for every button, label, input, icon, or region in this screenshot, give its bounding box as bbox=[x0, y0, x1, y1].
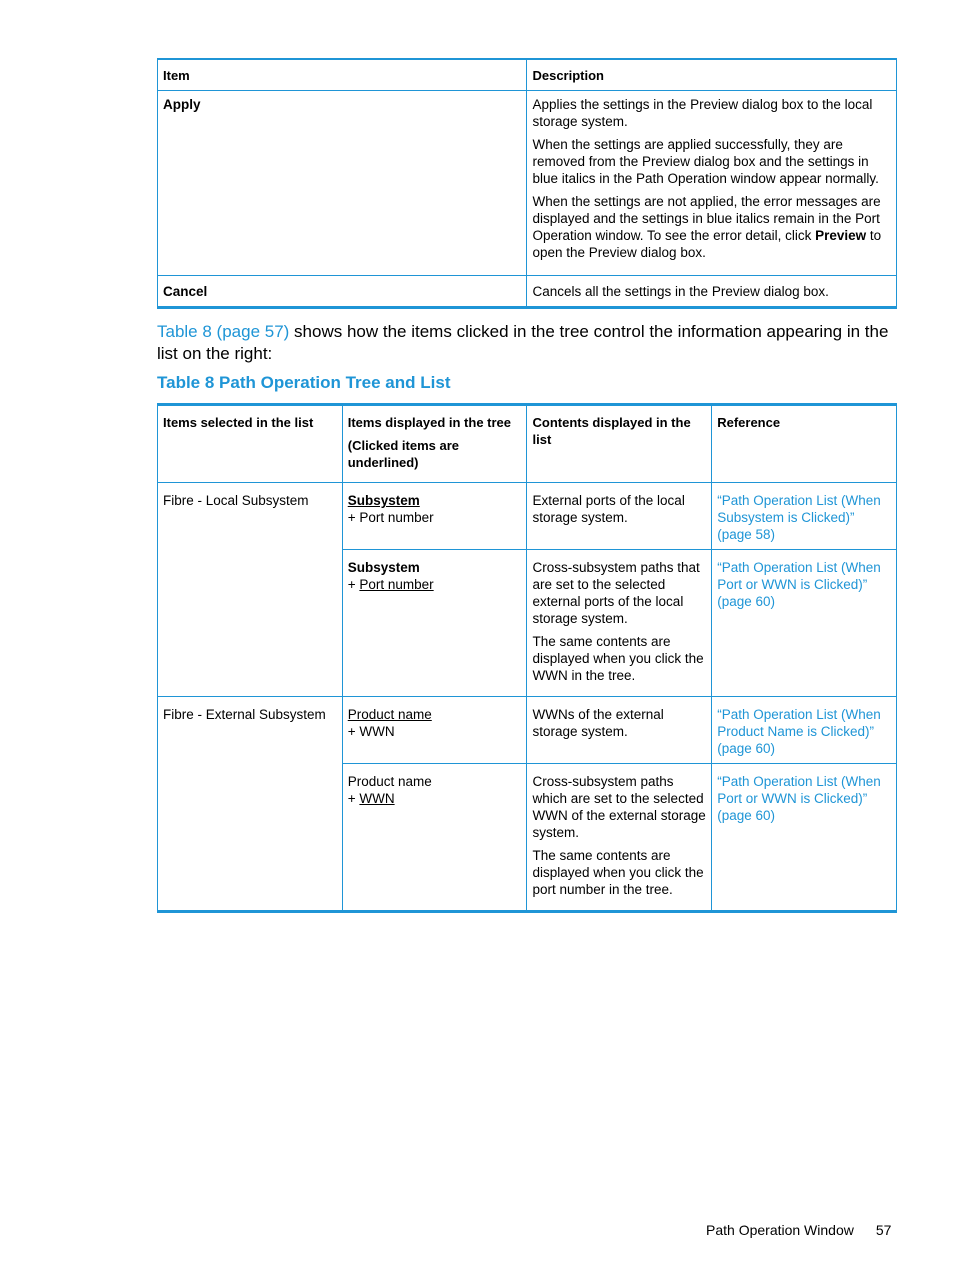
table-row-cancel bbox=[158, 276, 897, 308]
reference-link[interactable]: “Path Operation List (When Port or WWN is Clicked)” (page 60) bbox=[712, 550, 897, 697]
tree-subsystem-clicked: Subsystem bbox=[347, 493, 420, 508]
header-contents: Contents displayed in the list bbox=[527, 405, 712, 483]
tree-cell bbox=[342, 483, 527, 550]
table-header-row bbox=[158, 59, 897, 91]
contents-paragraph-2: The same contents are displayed when you click the port number in the tree. bbox=[532, 848, 704, 897]
tree-prefix: + bbox=[347, 791, 360, 806]
item-cancel: Cancel bbox=[158, 276, 527, 308]
tree-cell bbox=[342, 764, 527, 912]
group-local-subsystem: Fibre - Local Subsystem bbox=[158, 483, 343, 697]
table-caption: Table 8 Path Operation Tree and List bbox=[157, 373, 451, 392]
tree-wwn-clicked: WWN bbox=[359, 791, 395, 806]
tree-product-name: Product name bbox=[347, 774, 432, 789]
table-row bbox=[158, 697, 897, 764]
contents-cell bbox=[527, 764, 712, 912]
apply-paragraph-1: Applies the settings in the Preview dialog box to the local storage system. bbox=[532, 97, 873, 129]
description-apply bbox=[527, 91, 897, 276]
footer-section-title: Path Operation Window bbox=[706, 1222, 854, 1238]
tree-cell bbox=[342, 697, 527, 764]
apply-p3-end: to open the Preview dialog box. bbox=[532, 228, 882, 260]
header-description: Description bbox=[527, 59, 897, 91]
tree-wwn-line bbox=[348, 790, 522, 807]
description-cancel: Cancels all the settings in the Preview dialog box. bbox=[527, 276, 897, 308]
path-operation-table bbox=[157, 403, 897, 913]
tree-prefix: + bbox=[347, 577, 360, 592]
table-row bbox=[158, 483, 897, 550]
reference-link[interactable]: “Path Operation List (When Port or WWN is Clicked)” (page 60) bbox=[712, 764, 897, 912]
page-footer bbox=[706, 1222, 891, 1238]
contents-paragraph-2: The same contents are displayed when you click the WWN in the tree. bbox=[532, 634, 704, 683]
tree-product-name-clicked: Product name bbox=[347, 707, 432, 722]
tree-port-line bbox=[348, 576, 522, 593]
item-apply: Apply bbox=[158, 91, 527, 276]
tree-cell bbox=[342, 550, 527, 697]
intro-text: shows how the items clicked in the tree control the information appearing in the list on the right: bbox=[157, 322, 889, 363]
contents-cell bbox=[527, 550, 712, 697]
group-external-subsystem: Fibre - External Subsystem bbox=[158, 697, 343, 912]
contents-cell: WWNs of the external storage system. bbox=[527, 697, 712, 764]
contents-paragraph-1: Cross-subsystem paths that are set to the selected external ports of the local storage system. bbox=[532, 560, 700, 626]
header-reference: Reference bbox=[712, 405, 897, 483]
contents-cell: External ports of the local storage system. bbox=[527, 483, 712, 550]
header-item: Item bbox=[158, 59, 527, 91]
reference-link[interactable]: “Path Operation List (When Product Name is Clicked)” (page 60) bbox=[712, 697, 897, 764]
contents-paragraph-1: Cross-subsystem paths which are set to the selected WWN of the external storage system. bbox=[532, 774, 706, 840]
page-number: 57 bbox=[875, 1222, 892, 1238]
apply-paragraph-2: When the settings are applied successfully, they are removed from the Preview dialog box and the settings in blue italics in the Path Operation window appear normally. bbox=[532, 137, 879, 186]
tree-wwn: + WWN bbox=[347, 724, 395, 739]
apply-paragraph-3 bbox=[532, 193, 891, 261]
preview-term: Preview bbox=[815, 228, 867, 243]
table-8-link[interactable]: Table 8 (page 57) bbox=[157, 322, 290, 341]
header-tree-line2: (Clicked items are underlined) bbox=[347, 438, 460, 470]
intro-paragraph bbox=[157, 321, 897, 365]
reference-link[interactable]: “Path Operation List (When Subsystem is Clicked)” (page 58) bbox=[712, 483, 897, 550]
settings-table bbox=[157, 58, 897, 309]
table-row-apply bbox=[158, 91, 897, 276]
header-items-selected: Items selected in the list bbox=[158, 405, 343, 483]
tree-port-number-clicked: Port number bbox=[359, 577, 434, 592]
apply-p3-text: When the settings are not applied, the error messages are displayed and the settings in blue italics remain in the Port Operation window. To see the error detail, click bbox=[532, 194, 881, 243]
table-header-row bbox=[158, 405, 897, 483]
tree-subsystem: Subsystem bbox=[347, 560, 420, 575]
header-items-displayed bbox=[342, 405, 527, 483]
header-tree-line1: Items displayed in the tree bbox=[347, 415, 512, 430]
tree-port-number: + Port number bbox=[347, 510, 434, 525]
